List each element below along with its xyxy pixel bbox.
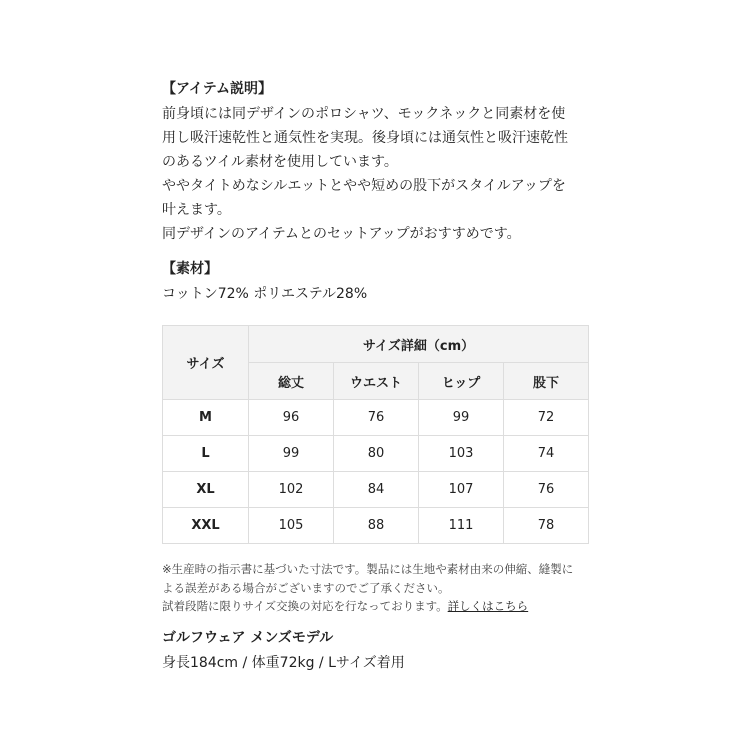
details-link[interactable]: 詳しくはこちら xyxy=(447,599,529,613)
table-cell: 76 xyxy=(504,472,589,508)
table-cell: 76 xyxy=(334,400,419,436)
note-line: ※生産時の指示書に基づいた寸法です。製品には生地や素材由来の伸縮、縫製に xyxy=(162,562,574,576)
table-cell: 96 xyxy=(249,400,334,436)
size-note xyxy=(162,560,592,616)
table-row xyxy=(163,400,589,436)
model-measurements: 身長184cm / 体重72kg / Lサイズ着用 xyxy=(162,655,405,671)
column-header-hip: ヒップ xyxy=(419,363,504,400)
description-line: 前身頃には同デザインのポロシャツ、モックネックと同素材を使 xyxy=(162,106,566,122)
item-description-heading: 【アイテム説明】 xyxy=(162,81,273,97)
column-header-waist: ウエスト xyxy=(334,363,419,400)
size-label-cell: XL xyxy=(163,472,249,508)
description-line: ややタイトめなシルエットとやや短めの股下がスタイルアップを xyxy=(162,178,566,194)
description-line: 叶えます。 xyxy=(162,202,231,218)
note-line-text: 試着段階に限りサイズ交換の対応を行なっております。 xyxy=(162,599,448,613)
description-line: 用し吸汗速乾性と通気性を実現。後身頃には通気性と吸汗速乾性 xyxy=(162,130,568,146)
table-cell: 102 xyxy=(249,472,334,508)
size-column-header: サイズ xyxy=(163,326,249,400)
table-cell: 74 xyxy=(504,436,589,472)
size-label-cell: M xyxy=(163,400,249,436)
table-cell: 103 xyxy=(419,436,504,472)
table-cell: 105 xyxy=(249,508,334,544)
description-line: のあるツイル素材を使用しています。 xyxy=(162,154,398,170)
column-header-total-length: 総丈 xyxy=(249,363,334,400)
table-cell: 107 xyxy=(419,472,504,508)
product-description-section xyxy=(162,78,592,306)
note-line-exchange xyxy=(162,597,592,616)
column-header-inseam: 股下 xyxy=(504,363,589,400)
table-cell: 88 xyxy=(334,508,419,544)
table-cell: 99 xyxy=(249,436,334,472)
description-line: 同デザインのアイテムとのセットアップがおすすめです。 xyxy=(162,226,521,242)
material-heading: 【素材】 xyxy=(162,261,218,277)
table-cell: 84 xyxy=(334,472,419,508)
size-detail-header: サイズ詳細（cm） xyxy=(249,326,589,363)
size-table xyxy=(162,325,589,544)
table-cell: 72 xyxy=(504,400,589,436)
size-label-cell: XXL xyxy=(163,508,249,544)
model-info-section xyxy=(162,628,592,674)
table-row xyxy=(163,472,589,508)
note-line: よる誤差がある場合がございますのでご了承ください。 xyxy=(162,580,450,595)
table-row xyxy=(163,508,589,544)
table-cell: 111 xyxy=(419,508,504,544)
table-cell: 99 xyxy=(419,400,504,436)
table-cell: 78 xyxy=(504,508,589,544)
size-label-cell: L xyxy=(163,436,249,472)
material-text: コットン72% ポリエステル28% xyxy=(162,286,368,302)
model-heading: ゴルフウェア メンズモデル xyxy=(162,630,334,646)
table-row xyxy=(163,436,589,472)
table-cell: 80 xyxy=(334,436,419,472)
